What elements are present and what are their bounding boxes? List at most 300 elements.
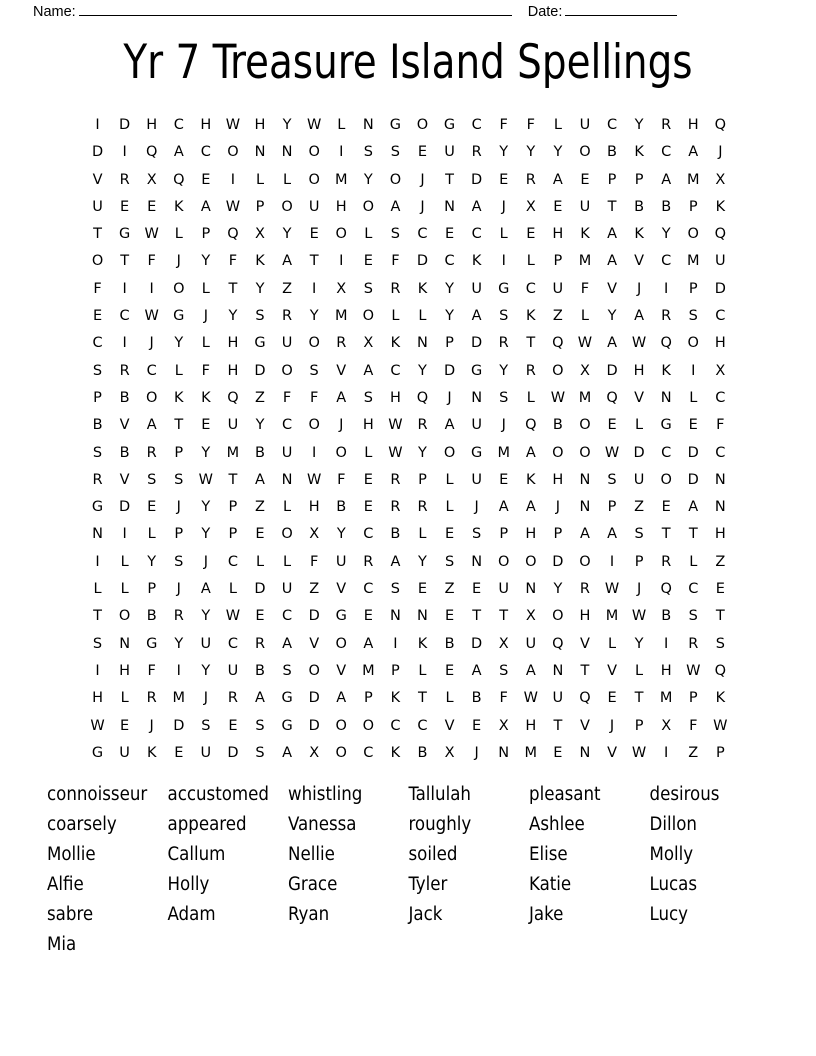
grid-cell[interactable]: O	[579, 144, 591, 161]
grid-cell[interactable]: T	[445, 171, 454, 188]
grid-cell[interactable]: T	[715, 608, 725, 625]
grid-cell[interactable]: R	[390, 471, 401, 488]
grid-cell[interactable]: D	[173, 717, 185, 734]
grid-cell[interactable]: D	[308, 717, 320, 734]
grid-cell[interactable]: W	[523, 690, 538, 707]
grid-cell[interactable]: L	[120, 553, 129, 570]
word-list-item[interactable]: Grace	[288, 874, 338, 895]
grid-cell[interactable]: C	[390, 717, 401, 734]
grid-cell[interactable]: W	[225, 198, 241, 215]
grid-cell[interactable]: H	[146, 117, 158, 133]
grid-cell[interactable]: J	[420, 171, 425, 188]
grid-cell[interactable]: A	[173, 144, 184, 161]
grid-cell[interactable]: I	[339, 144, 344, 161]
grid-cell[interactable]: V	[607, 744, 617, 761]
grid-cell[interactable]: E	[472, 717, 482, 734]
grid-cell[interactable]: O	[579, 553, 591, 570]
grid-cell[interactable]: Z	[444, 581, 455, 598]
grid-cell[interactable]: R	[661, 308, 672, 325]
grid-cell[interactable]: H	[254, 117, 266, 133]
grid-cell[interactable]: C	[471, 226, 482, 243]
grid-cell[interactable]: N	[579, 499, 591, 516]
grid-cell[interactable]: P	[553, 253, 563, 270]
grid-cell[interactable]: A	[525, 444, 536, 461]
grid-cell[interactable]: P	[715, 744, 725, 761]
grid-cell[interactable]: G	[335, 608, 347, 625]
grid-cell[interactable]: R	[119, 171, 130, 188]
grid-cell[interactable]: L	[580, 308, 589, 325]
grid-cell[interactable]: O	[145, 389, 158, 406]
grid-cell[interactable]: T	[499, 608, 509, 625]
grid-cell[interactable]: V	[634, 253, 645, 270]
grid-cell[interactable]: U	[92, 198, 103, 215]
grid-cell[interactable]: K	[174, 389, 184, 406]
grid-cell[interactable]: S	[688, 308, 698, 325]
grid-cell[interactable]: C	[173, 117, 184, 133]
word-list-item[interactable]: desirous	[649, 784, 720, 805]
word-list-item[interactable]: Tyler	[408, 874, 448, 895]
grid-cell[interactable]: M	[172, 690, 186, 707]
grid-cell[interactable]: E	[363, 471, 373, 488]
grid-cell[interactable]: Q	[552, 335, 564, 352]
grid-cell[interactable]: A	[282, 744, 293, 761]
grid-cell[interactable]: H	[227, 335, 239, 352]
grid-cell[interactable]: P	[445, 335, 454, 352]
grid-cell[interactable]: I	[609, 553, 615, 570]
grid-cell[interactable]: L	[283, 499, 292, 516]
grid-cell[interactable]: T	[472, 608, 482, 625]
grid-cell[interactable]: U	[281, 444, 293, 461]
grid-cell[interactable]: O	[335, 444, 347, 461]
grid-cell[interactable]: F	[499, 690, 508, 707]
grid-cell[interactable]: H	[525, 526, 537, 543]
grid-cell[interactable]: R	[119, 362, 130, 379]
word-list-item[interactable]: Mollie	[47, 844, 96, 865]
grid-cell[interactable]: E	[715, 581, 725, 598]
grid-cell[interactable]: B	[119, 389, 130, 406]
grid-cell[interactable]: D	[471, 171, 483, 188]
grid-cell[interactable]: H	[308, 499, 320, 516]
grid-cell[interactable]: C	[715, 308, 726, 325]
grid-cell[interactable]: O	[308, 171, 320, 188]
grid-cell[interactable]: D	[119, 499, 131, 516]
grid-cell[interactable]: T	[93, 608, 102, 625]
grid-cell[interactable]: J	[474, 499, 479, 516]
grid-cell[interactable]: E	[688, 417, 698, 434]
grid-cell[interactable]: N	[525, 581, 537, 598]
grid-cell[interactable]: K	[526, 308, 536, 325]
grid-cell[interactable]: I	[95, 117, 100, 133]
grid-cell[interactable]: T	[93, 226, 102, 243]
grid-cell[interactable]: M	[524, 744, 538, 761]
grid-cell[interactable]: B	[661, 198, 672, 215]
grid-cell[interactable]: C	[715, 389, 726, 406]
grid-cell[interactable]: S	[92, 635, 103, 652]
grid-cell[interactable]: T	[228, 280, 238, 297]
grid-cell[interactable]: C	[661, 144, 672, 161]
word-list-item[interactable]: pleasant	[529, 784, 601, 805]
grid-cell[interactable]: X	[661, 717, 672, 734]
grid-cell[interactable]: E	[444, 526, 455, 543]
grid-cell[interactable]: O	[362, 717, 375, 734]
grid-cell[interactable]: S	[92, 362, 103, 379]
grid-cell[interactable]: F	[309, 553, 319, 570]
grid-cell[interactable]: E	[120, 198, 130, 215]
grid-cell[interactable]: N	[417, 608, 428, 625]
grid-cell[interactable]: O	[308, 417, 320, 434]
grid-cell[interactable]: U	[227, 662, 239, 679]
grid-cell[interactable]: A	[390, 553, 401, 570]
grid-cell[interactable]: Y	[526, 144, 536, 161]
grid-cell[interactable]: C	[92, 335, 103, 352]
grid-cell[interactable]: A	[200, 581, 211, 598]
grid-cell[interactable]: N	[281, 471, 293, 488]
grid-cell[interactable]: Y	[634, 635, 644, 652]
word-list-item[interactable]: soiled	[408, 844, 458, 865]
grid-cell[interactable]: U	[200, 744, 212, 761]
grid-cell[interactable]: N	[714, 499, 726, 516]
grid-cell[interactable]: E	[553, 198, 563, 215]
grid-cell[interactable]: H	[687, 117, 699, 133]
grid-cell[interactable]: W	[225, 608, 241, 625]
grid-cell[interactable]: E	[201, 171, 211, 188]
grid-cell[interactable]: A	[661, 171, 672, 188]
grid-cell[interactable]: A	[498, 499, 509, 516]
word-list-item[interactable]: Adam	[167, 904, 216, 925]
grid-cell[interactable]: F	[147, 253, 156, 270]
grid-cell[interactable]: L	[174, 362, 183, 379]
grid-cell[interactable]: W	[198, 471, 214, 488]
grid-cell[interactable]: F	[228, 253, 238, 270]
grid-cell[interactable]: A	[471, 198, 482, 215]
word-list-item[interactable]: Molly	[649, 844, 694, 865]
word-list-item[interactable]: Ashlee	[529, 814, 585, 835]
grid-cell[interactable]: B	[92, 417, 103, 434]
grid-cell[interactable]: F	[282, 389, 292, 406]
grid-cell[interactable]: S	[688, 608, 698, 625]
grid-cell[interactable]: S	[363, 389, 373, 406]
grid-cell[interactable]: Q	[552, 635, 564, 652]
grid-cell[interactable]: H	[362, 417, 374, 434]
grid-cell[interactable]: O	[552, 362, 564, 379]
grid-cell[interactable]: E	[255, 526, 265, 543]
grid-cell[interactable]: K	[634, 226, 644, 243]
grid-cell[interactable]: T	[309, 253, 319, 270]
grid-cell[interactable]: A	[688, 499, 699, 516]
grid-cell[interactable]: O	[281, 198, 293, 215]
grid-cell[interactable]: X	[255, 226, 265, 243]
grid-cell[interactable]: E	[174, 744, 184, 761]
grid-cell[interactable]: A	[336, 690, 347, 707]
grid-cell[interactable]: L	[364, 226, 373, 243]
grid-cell[interactable]: O	[389, 171, 402, 188]
grid-cell[interactable]: T	[553, 717, 563, 734]
grid-cell[interactable]: L	[635, 662, 644, 679]
grid-cell[interactable]: L	[391, 308, 400, 325]
grid-cell[interactable]: P	[363, 690, 373, 707]
grid-cell[interactable]: O	[308, 144, 320, 161]
grid-cell[interactable]: I	[312, 280, 317, 297]
grid-cell[interactable]: Y	[201, 662, 211, 679]
word-list-item[interactable]: Jack	[408, 904, 443, 925]
grid-cell[interactable]: O	[281, 362, 293, 379]
grid-cell[interactable]: S	[634, 526, 644, 543]
grid-cell[interactable]: Y	[418, 444, 427, 461]
grid-cell[interactable]: O	[552, 444, 564, 461]
grid-cell[interactable]: N	[389, 608, 401, 625]
grid-cell[interactable]: T	[634, 690, 644, 707]
grid-cell[interactable]: R	[525, 362, 536, 379]
grid-cell[interactable]: A	[363, 362, 374, 379]
grid-cell[interactable]: L	[147, 526, 156, 543]
grid-cell[interactable]: X	[525, 198, 536, 215]
grid-cell[interactable]: L	[120, 690, 129, 707]
grid-cell[interactable]: J	[474, 744, 479, 761]
grid-cell[interactable]: S	[390, 144, 400, 161]
grid-cell[interactable]: V	[119, 471, 130, 488]
grid-cell[interactable]: T	[418, 690, 427, 707]
grid-cell[interactable]: W	[604, 444, 620, 461]
grid-cell[interactable]: C	[363, 526, 374, 543]
grid-cell[interactable]: L	[526, 389, 535, 406]
grid-cell[interactable]: B	[119, 444, 130, 461]
word-list-item[interactable]: Nellie	[288, 844, 335, 865]
grid-cell[interactable]: K	[715, 198, 726, 215]
grid-cell[interactable]: S	[363, 280, 373, 297]
grid-cell[interactable]: C	[227, 553, 238, 570]
grid-cell[interactable]: A	[390, 198, 401, 215]
grid-cell[interactable]: B	[146, 608, 157, 625]
grid-cell[interactable]: V	[579, 717, 590, 734]
grid-cell[interactable]: H	[714, 335, 726, 352]
grid-cell[interactable]: Z	[282, 280, 293, 297]
word-list-item[interactable]: Lucas	[649, 874, 698, 895]
grid-cell[interactable]: R	[688, 635, 699, 652]
grid-cell[interactable]: P	[688, 280, 698, 297]
grid-cell[interactable]: E	[201, 417, 211, 434]
word-list-item[interactable]: Holly	[167, 874, 210, 895]
grid-cell[interactable]: G	[254, 335, 266, 352]
grid-cell[interactable]: D	[119, 117, 131, 133]
grid-cell[interactable]: K	[174, 198, 184, 215]
grid-cell[interactable]: G	[281, 717, 293, 734]
grid-cell[interactable]: I	[501, 253, 506, 270]
grid-cell[interactable]: M	[362, 662, 375, 679]
grid-cell[interactable]: L	[228, 581, 237, 598]
word-list-item[interactable]: connoisseur	[47, 784, 148, 805]
grid-cell[interactable]: M	[687, 253, 700, 270]
grid-cell[interactable]: W	[388, 444, 403, 461]
grid-cell[interactable]: Y	[634, 117, 644, 133]
grid-cell[interactable]: E	[499, 171, 509, 188]
grid-cell[interactable]: M	[226, 444, 240, 461]
grid-cell[interactable]: Y	[363, 171, 373, 188]
grid-cell[interactable]: N	[579, 744, 591, 761]
word-list-item[interactable]: roughly	[408, 814, 472, 835]
grid-cell[interactable]: P	[201, 226, 211, 243]
grid-cell[interactable]: S	[147, 471, 157, 488]
grid-cell[interactable]: O	[498, 553, 510, 570]
grid-cell[interactable]: U	[281, 335, 293, 352]
word-list-item[interactable]: Dillon	[649, 814, 697, 835]
grid-cell[interactable]: Z	[715, 553, 726, 570]
grid-cell[interactable]: Y	[174, 635, 184, 652]
grid-cell[interactable]: K	[417, 280, 428, 297]
grid-cell[interactable]: K	[634, 144, 644, 161]
grid-cell[interactable]: K	[146, 744, 157, 761]
grid-cell[interactable]: A	[200, 198, 211, 215]
grid-cell[interactable]: L	[364, 444, 373, 461]
grid-cell[interactable]: W	[144, 226, 159, 243]
grid-cell[interactable]: C	[444, 253, 455, 270]
grid-cell[interactable]: P	[174, 526, 184, 543]
grid-cell[interactable]: O	[281, 526, 293, 543]
grid-cell[interactable]: E	[147, 198, 157, 215]
grid-cell[interactable]: L	[337, 117, 346, 133]
grid-cell[interactable]: I	[122, 335, 127, 352]
grid-cell[interactable]: A	[607, 335, 617, 352]
grid-cell[interactable]: V	[119, 417, 130, 434]
grid-cell[interactable]: L	[418, 308, 427, 325]
grid-cell[interactable]: S	[255, 308, 265, 325]
grid-cell[interactable]: G	[146, 635, 158, 652]
word-list-item[interactable]: Lucy	[649, 904, 688, 925]
grid-cell[interactable]: U	[444, 144, 455, 161]
grid-cell[interactable]: I	[664, 280, 669, 297]
grid-cell[interactable]: O	[335, 226, 347, 243]
grid-cell[interactable]: Y	[309, 308, 319, 325]
grid-cell[interactable]: U	[552, 280, 564, 297]
grid-cell[interactable]: I	[149, 280, 154, 297]
grid-cell[interactable]: R	[498, 335, 509, 352]
grid-cell[interactable]: E	[607, 690, 617, 707]
grid-cell[interactable]: J	[203, 308, 208, 325]
grid-cell[interactable]: D	[633, 444, 645, 461]
grid-cell[interactable]: N	[579, 471, 591, 488]
grid-cell[interactable]: I	[312, 444, 317, 461]
grid-cell[interactable]: P	[147, 581, 157, 598]
grid-cell[interactable]: D	[471, 635, 483, 652]
grid-cell[interactable]: O	[91, 253, 104, 270]
grid-cell[interactable]: P	[607, 499, 617, 516]
word-list-item[interactable]: accustomed	[167, 784, 269, 805]
grid-cell[interactable]: E	[661, 499, 671, 516]
grid-cell[interactable]: Q	[227, 389, 239, 406]
grid-cell[interactable]: U	[281, 581, 293, 598]
grid-cell[interactable]: E	[472, 581, 482, 598]
word-list-item[interactable]: coarsely	[47, 814, 117, 835]
grid-cell[interactable]: E	[363, 608, 373, 625]
grid-cell[interactable]: P	[553, 526, 563, 543]
grid-cell[interactable]: S	[499, 662, 509, 679]
grid-cell[interactable]: C	[146, 362, 157, 379]
grid-cell[interactable]: P	[634, 553, 644, 570]
word-list-item[interactable]: Mia	[47, 934, 77, 955]
grid-cell[interactable]: M	[578, 389, 592, 406]
grid-cell[interactable]: M	[497, 444, 510, 461]
grid-cell[interactable]: L	[689, 389, 698, 406]
grid-cell[interactable]: T	[580, 662, 590, 679]
grid-cell[interactable]: K	[255, 253, 265, 270]
grid-cell[interactable]: F	[337, 471, 346, 488]
grid-cell[interactable]: E	[417, 581, 428, 598]
grid-cell[interactable]: X	[579, 362, 590, 379]
grid-cell[interactable]: Q	[714, 226, 727, 243]
grid-cell[interactable]: O	[308, 335, 320, 352]
grid-cell[interactable]: V	[92, 171, 103, 188]
grid-cell[interactable]: A	[634, 308, 645, 325]
grid-cell[interactable]: R	[390, 499, 401, 516]
grid-cell[interactable]: J	[203, 553, 208, 570]
grid-cell[interactable]: L	[445, 690, 454, 707]
grid-cell[interactable]: E	[580, 171, 590, 188]
grid-cell[interactable]: N	[444, 198, 455, 215]
grid-cell[interactable]: A	[255, 690, 265, 707]
grid-cell[interactable]: X	[444, 744, 455, 761]
grid-cell[interactable]: R	[579, 581, 590, 598]
grid-cell[interactable]: H	[92, 690, 103, 707]
grid-cell[interactable]: Z	[255, 389, 265, 406]
grid-cell[interactable]: C	[606, 117, 618, 133]
grid-cell[interactable]: P	[228, 499, 238, 516]
grid-cell[interactable]: L	[283, 171, 292, 188]
grid-cell[interactable]: E	[499, 471, 509, 488]
grid-cell[interactable]: T	[688, 526, 698, 543]
grid-cell[interactable]: I	[95, 662, 100, 679]
grid-cell[interactable]: O	[552, 608, 564, 625]
grid-cell[interactable]: I	[393, 635, 398, 652]
grid-cell[interactable]: C	[200, 144, 211, 161]
grid-cell[interactable]: O	[335, 744, 347, 761]
grid-cell[interactable]: M	[687, 171, 700, 188]
grid-cell[interactable]: Y	[607, 308, 617, 325]
grid-cell[interactable]: A	[607, 526, 617, 543]
grid-cell[interactable]: W	[686, 662, 701, 679]
grid-cell[interactable]: D	[714, 280, 726, 297]
grid-cell[interactable]: E	[444, 608, 455, 625]
grid-cell[interactable]: A	[607, 226, 617, 243]
grid-cell[interactable]: I	[95, 553, 100, 570]
grid-cell[interactable]: Q	[579, 690, 591, 707]
grid-cell[interactable]: N	[471, 553, 483, 570]
grid-cell[interactable]: Q	[525, 417, 537, 434]
grid-cell[interactable]: S	[499, 308, 509, 325]
grid-cell[interactable]: J	[636, 280, 642, 297]
grid-cell[interactable]: L	[635, 417, 644, 434]
grid-cell[interactable]: Y	[418, 553, 427, 570]
grid-cell[interactable]: F	[689, 717, 698, 734]
name-write-line[interactable]	[79, 2, 512, 16]
grid-cell[interactable]: N	[254, 144, 266, 161]
grid-cell[interactable]: H	[552, 471, 564, 488]
grid-cell[interactable]: I	[230, 171, 236, 188]
grid-cell[interactable]: G	[471, 444, 483, 461]
grid-cell[interactable]: A	[471, 308, 482, 325]
grid-cell[interactable]: R	[661, 553, 672, 570]
grid-cell[interactable]: G	[660, 417, 672, 434]
grid-cell[interactable]: A	[444, 417, 455, 434]
grid-cell[interactable]: J	[501, 198, 506, 215]
grid-cell[interactable]: G	[498, 280, 510, 297]
grid-cell[interactable]: O	[227, 144, 239, 161]
grid-cell[interactable]: Q	[416, 389, 429, 406]
grid-cell[interactable]: E	[417, 144, 428, 161]
grid-cell[interactable]: A	[146, 417, 157, 434]
grid-cell[interactable]: X	[715, 362, 726, 379]
word-list-item[interactable]: Vanessa	[288, 814, 357, 835]
grid-cell[interactable]: Y	[553, 581, 563, 598]
grid-cell[interactable]: Z	[309, 581, 320, 598]
